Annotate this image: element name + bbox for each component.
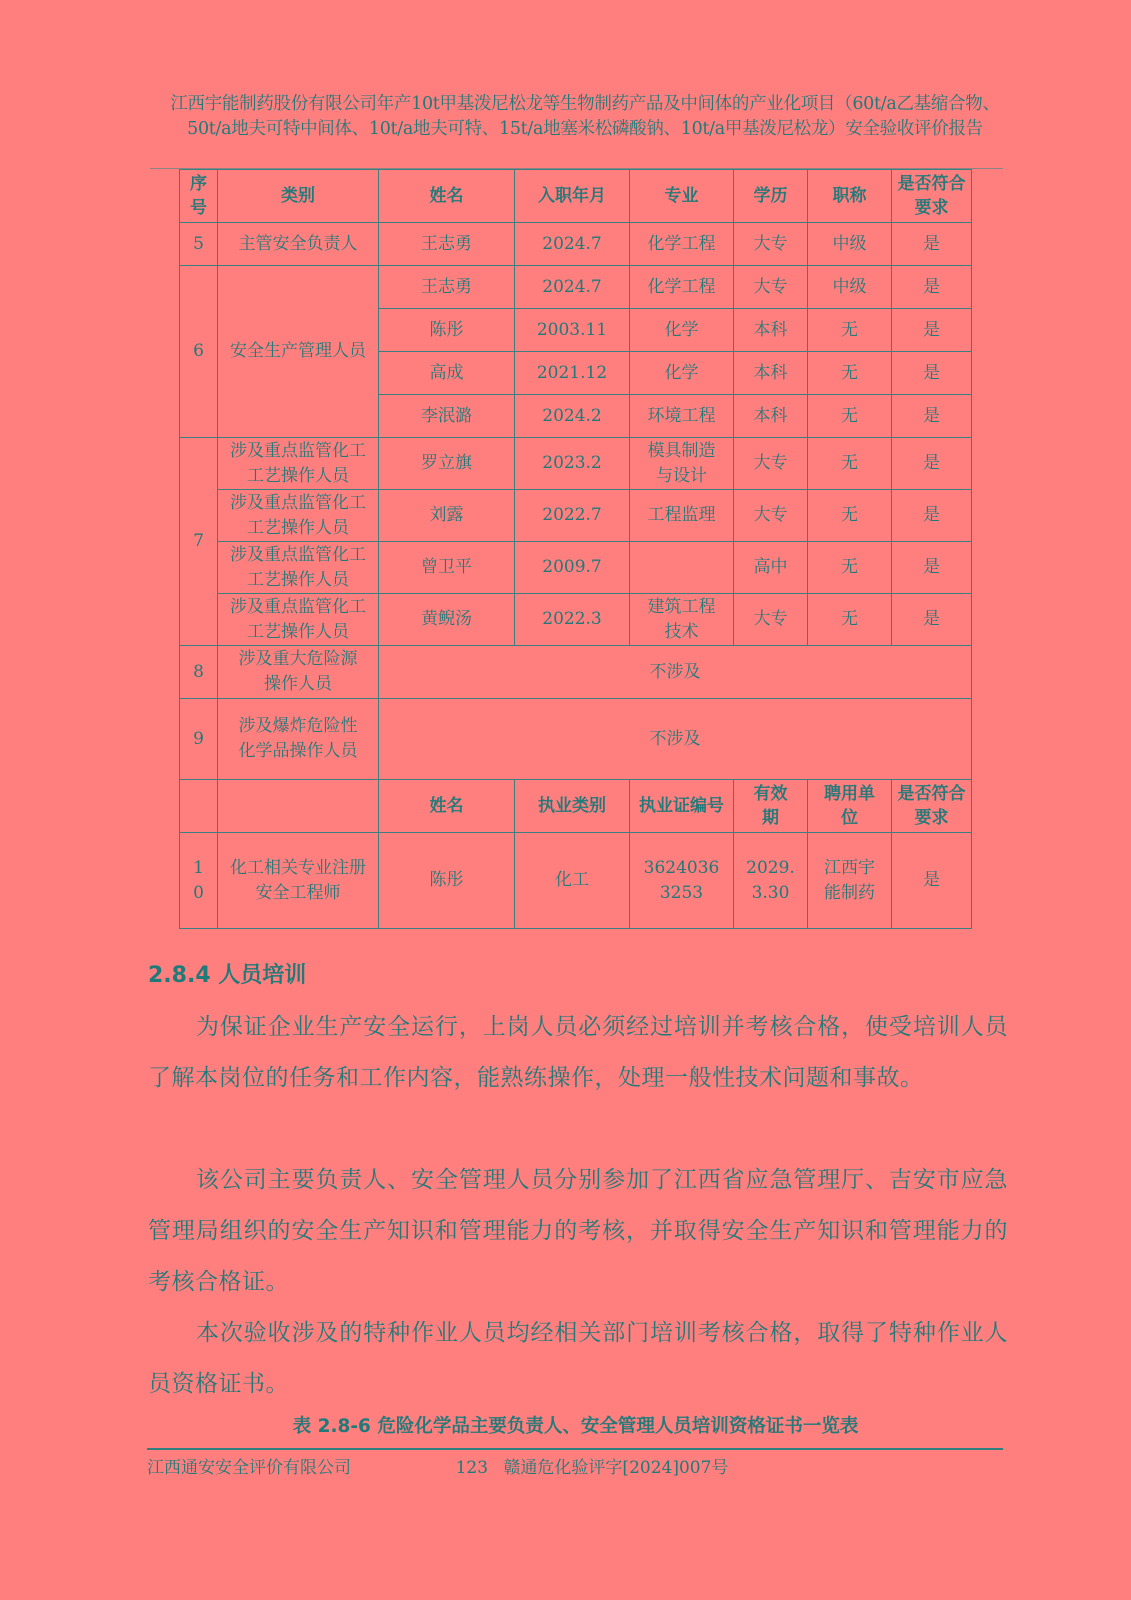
cell-major: 化学 — [630, 352, 734, 395]
cell-name: 罗立旗 — [379, 438, 515, 490]
cell-title: 无 — [808, 438, 892, 490]
paragraph-special-operators: 本次验收涉及的特种作业人员均经相关部门培训考核合格，取得了特种作业人员资格证书。 — [148, 1320, 1008, 1397]
table-caption: 表 2.8-6 危险化学品主要负责人、安全管理人员培训资格证书一览表 — [292, 1416, 859, 1437]
cell-edu: 本科 — [734, 395, 808, 438]
document-number: 赣通危化验评字[2024]007号 — [503, 1458, 729, 1478]
cell-title: 无 — [808, 542, 892, 594]
footer-divider — [147, 1448, 1003, 1450]
cell-title: 无 — [808, 352, 892, 395]
cell-category: 安全生产管理人员 — [218, 266, 379, 438]
cell-name: 陈彤 — [379, 833, 515, 929]
cell-ok: 是 — [892, 542, 972, 594]
table-row — [180, 594, 972, 646]
table-subheader-row — [180, 780, 972, 833]
cell-edu: 本科 — [734, 352, 808, 395]
cell-validity: 2029.3.30 — [734, 833, 808, 929]
cell-no: 10 — [180, 833, 218, 929]
cell-edu: 大专 — [734, 223, 808, 266]
paragraph-management-assessment: 该公司主要负责人、安全管理人员分别参加了江西省应急管理厅、吉安市应急管理局组织的安全生产知识和管理能力的考核，并取得安全生产知识和管理能力的考核合格证。 — [148, 1167, 1008, 1295]
cell-employer: 江西宇能制药 — [808, 833, 892, 929]
cell-major — [630, 542, 734, 594]
cell-category: 涉及重点监管化工工艺操作人员 — [218, 438, 379, 490]
cell-date: 2003.11 — [515, 309, 630, 352]
subheader-ok: 是否符合要求 — [892, 780, 972, 833]
cell-major: 化学工程 — [630, 223, 734, 266]
cell-date: 2009.7 — [515, 542, 630, 594]
cell-ok: 是 — [892, 833, 972, 929]
table-row — [180, 438, 972, 490]
cell-major: 工程监理 — [630, 490, 734, 542]
cell-date: 2021.12 — [515, 352, 630, 395]
cell-title: 中级 — [808, 223, 892, 266]
col-header-category: 类别 — [218, 170, 379, 223]
cell-date: 2023.2 — [515, 438, 630, 490]
cell-no: 9 — [180, 699, 218, 780]
table-row — [180, 266, 972, 309]
cell-edu: 大专 — [734, 594, 808, 646]
footer-company: 江西通安安全评价有限公司 — [147, 1458, 351, 1478]
cell-date: 2024.7 — [515, 223, 630, 266]
cell-edu: 大专 — [734, 490, 808, 542]
paragraph-training-purpose: 为保证企业生产安全运行，上岗人员必须经过培训并考核合格，使受培训人员了解本岗位的任务和工作内容，能熟练操作，处理一般性技术问题和事故。 — [148, 1014, 1008, 1091]
col-header-no: 序号 — [180, 170, 218, 223]
cell-name: 黄鲵汤 — [379, 594, 515, 646]
table-row — [180, 699, 972, 780]
col-header-date: 入职年月 — [515, 170, 630, 223]
subheader-practice-type: 执业类别 — [515, 780, 630, 833]
subheader-cert-no: 执业证编号 — [630, 780, 734, 833]
col-header-edu: 学历 — [734, 170, 808, 223]
cell-ok: 是 — [892, 594, 972, 646]
section-heading: 2.8.4 人员培训 — [148, 963, 307, 988]
cell-date: 2024.7 — [515, 266, 630, 309]
cell-date: 2022.3 — [515, 594, 630, 646]
col-header-major: 专业 — [630, 170, 734, 223]
cell-category: 涉及重大危险源操作人员 — [218, 646, 379, 699]
cell-cert-no: 36240363253 — [630, 833, 734, 929]
cell-no: 8 — [180, 646, 218, 699]
cell-category: 化工相关专业注册安全工程师 — [218, 833, 379, 929]
cell-no: 5 — [180, 223, 218, 266]
table-row — [180, 833, 972, 929]
cell-major: 模具制造与设计 — [630, 438, 734, 490]
subheader-employer: 聘用单位 — [808, 780, 892, 833]
cell-edu: 大专 — [734, 266, 808, 309]
cell-no: 6 — [180, 266, 218, 438]
personnel-table — [179, 169, 972, 929]
cell-no: 7 — [180, 438, 218, 646]
col-header-title: 职称 — [808, 170, 892, 223]
subheader-category — [218, 780, 379, 833]
cell-ok: 是 — [892, 266, 972, 309]
table-row — [180, 646, 972, 699]
table-row — [180, 542, 972, 594]
cell-ok: 是 — [892, 223, 972, 266]
cell-name: 王志勇 — [379, 223, 515, 266]
table-row — [180, 490, 972, 542]
cell-title: 无 — [808, 309, 892, 352]
subheader-name: 姓名 — [379, 780, 515, 833]
cell-category: 涉及重点监管化工工艺操作人员 — [218, 490, 379, 542]
cell-practice-type: 化工 — [515, 833, 630, 929]
col-header-ok: 是否符合要求 — [892, 170, 972, 223]
cell-name: 高成 — [379, 352, 515, 395]
cell-category: 涉及爆炸危险性化学品操作人员 — [218, 699, 379, 780]
cell-name: 王志勇 — [379, 266, 515, 309]
cell-ok: 是 — [892, 352, 972, 395]
footer-page-info — [397, 1453, 797, 1478]
cell-edu: 本科 — [734, 309, 808, 352]
cell-edu: 大专 — [734, 438, 808, 490]
col-header-name: 姓名 — [379, 170, 515, 223]
cell-ok: 是 — [892, 309, 972, 352]
subheader-validity: 有效期 — [734, 780, 808, 833]
table-row — [180, 223, 972, 266]
cell-date: 2024.2 — [515, 395, 630, 438]
subheader-no — [180, 780, 218, 833]
cell-not-applicable: 不涉及 — [379, 646, 972, 699]
cell-ok: 是 — [892, 395, 972, 438]
page-header-title: 江西宇能制药股份有限公司年产10t甲基泼尼松龙等生物制药产品及中间体的产业化项目（60t/a乙基缩合物、50t/a地夫可特中间体、10t/a地夫可特、15t/a地塞米松磷酸钠、10t/a甲基泼尼松龙）安全验收评价报告 — [170, 94, 1000, 139]
cell-category: 涉及重点监管化工工艺操作人员 — [218, 594, 379, 646]
cell-major: 环境工程 — [630, 395, 734, 438]
cell-edu: 高中 — [734, 542, 808, 594]
cell-name: 曾卫平 — [379, 542, 515, 594]
cell-ok: 是 — [892, 490, 972, 542]
cell-ok: 是 — [892, 438, 972, 490]
cell-major: 化学工程 — [630, 266, 734, 309]
cell-title: 无 — [808, 395, 892, 438]
cell-category: 主管安全负责人 — [218, 223, 379, 266]
cell-major: 建筑工程技术 — [630, 594, 734, 646]
cell-title: 无 — [808, 490, 892, 542]
cell-major: 化学 — [630, 309, 734, 352]
cell-name: 陈彤 — [379, 309, 515, 352]
cell-title: 无 — [808, 594, 892, 646]
cell-not-applicable: 不涉及 — [379, 699, 972, 780]
cell-category: 涉及重点监管化工工艺操作人员 — [218, 542, 379, 594]
cell-title: 中级 — [808, 266, 892, 309]
cell-name: 李泯潞 — [379, 395, 515, 438]
page-number: 123 — [455, 1458, 489, 1478]
cell-date: 2022.7 — [515, 490, 630, 542]
cell-name: 刘露 — [379, 490, 515, 542]
table-header-row — [180, 170, 972, 223]
